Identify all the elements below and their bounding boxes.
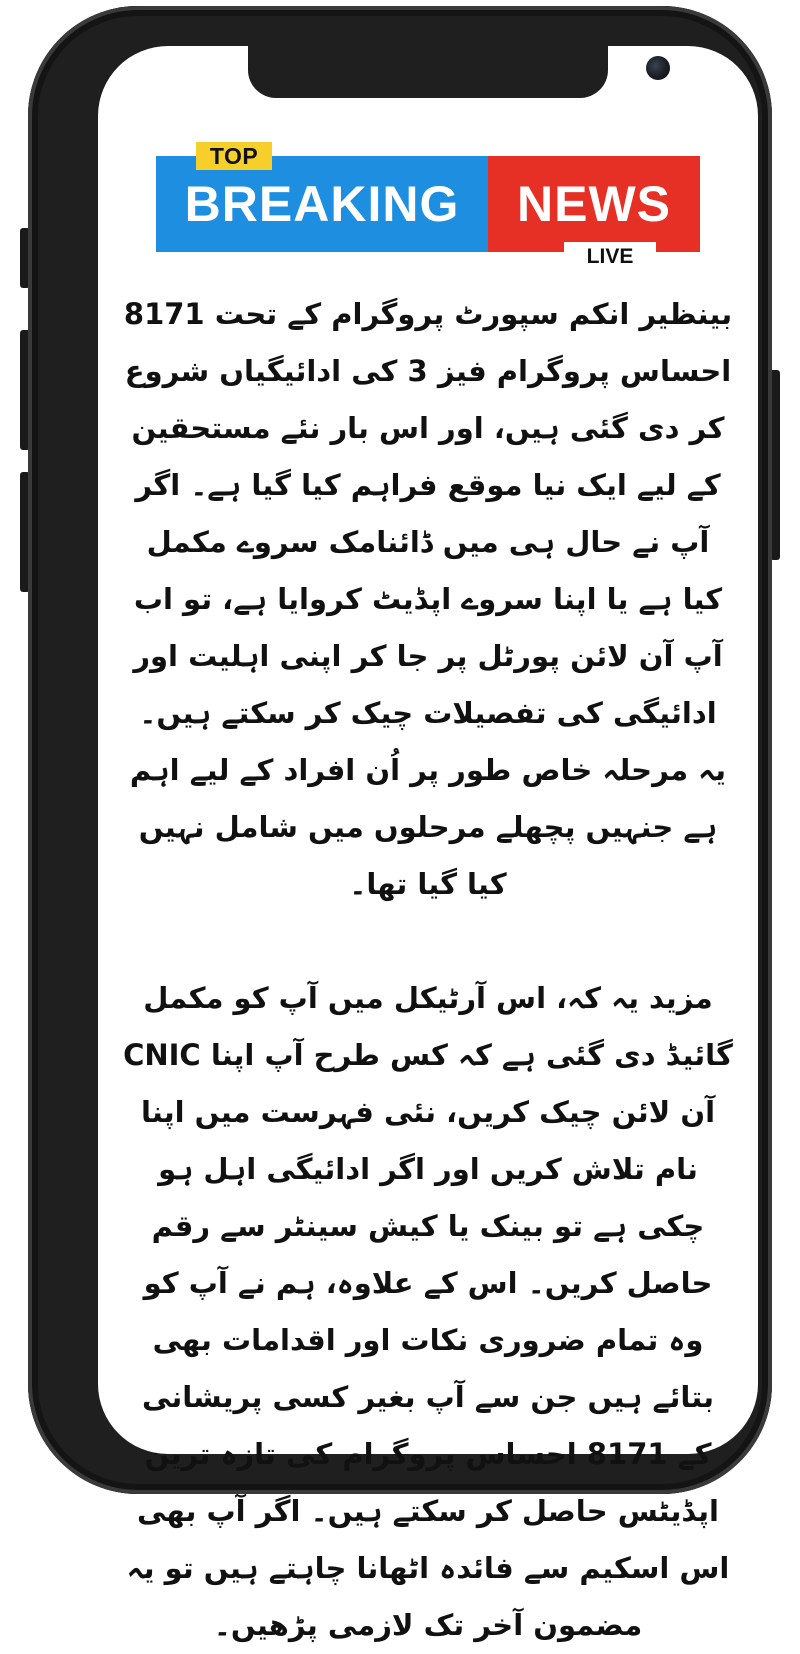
news-label: NEWS [488, 156, 700, 252]
breaking-label: BREAKING [156, 156, 488, 252]
breaking-news-banner [156, 106, 700, 268]
camera-icon [646, 56, 670, 80]
phone-frame [28, 6, 772, 1642]
notch [248, 46, 608, 98]
article-paragraph-1: بینظیر انکم سپورٹ پروگرام کے تحت 8171 احساس پروگرام فیز 3 کی ادائیگیاں شروع کر دی گئی ہیں، اور اس بار نئے مستحقین کے لیے ایک نیا موقع فراہم کیا گیا ہے۔ اگر آپ نے حال ہی میں ڈائنامک سروے مکمل کیا ہے یا اپنا سروے اپڈیٹ کروایا ہے، تو اب آپ آن لائن پورٹل پر جا کر اپنی اہلیت اور ادائیگی کی تفصیلات چیک کر سکتے ہیں۔ یہ مرحلہ خاص طور پر اُن افراد کے لیے اہم ہے جنہیں پچھلے مرحلوں میں شامل نہیں کیا گیا تھا۔ [123, 297, 733, 901]
phone-screen [98, 46, 758, 1642]
article-body [122, 286, 734, 1654]
article-paragraph-2: مزید یہ کہ، اس آرٹیکل میں آپ کو مکمل گائیڈ دی گئی ہے کہ کس طرح آپ اپنا CNIC آن لائن چیک کریں، نئی فہرست میں اپنا نام تلاش کریں اور اگر ادائیگی اہل ہو چکی ہے تو بینک یا کیش سینٹر سے رقم حاصل کریں۔ اس کے علاوہ، ہم نے آپ کو وہ تمام ضروری نکات اور اقدامات بھی بتائے ہیں جن سے آپ بغیر کسی پریشانی کے 8171 احساس پروگرام کی تازہ ترین اپڈیٹس حاصل کر سکتے ہیں۔ اگر آپ بھی اس اسکیم سے فائدہ اٹھانا چاہتے ہیں تو یہ مضمون آخر تک لازمی پڑھیں۔ [123, 981, 733, 1642]
live-tag: LIVE [564, 242, 656, 272]
top-tag: TOP [196, 142, 272, 170]
